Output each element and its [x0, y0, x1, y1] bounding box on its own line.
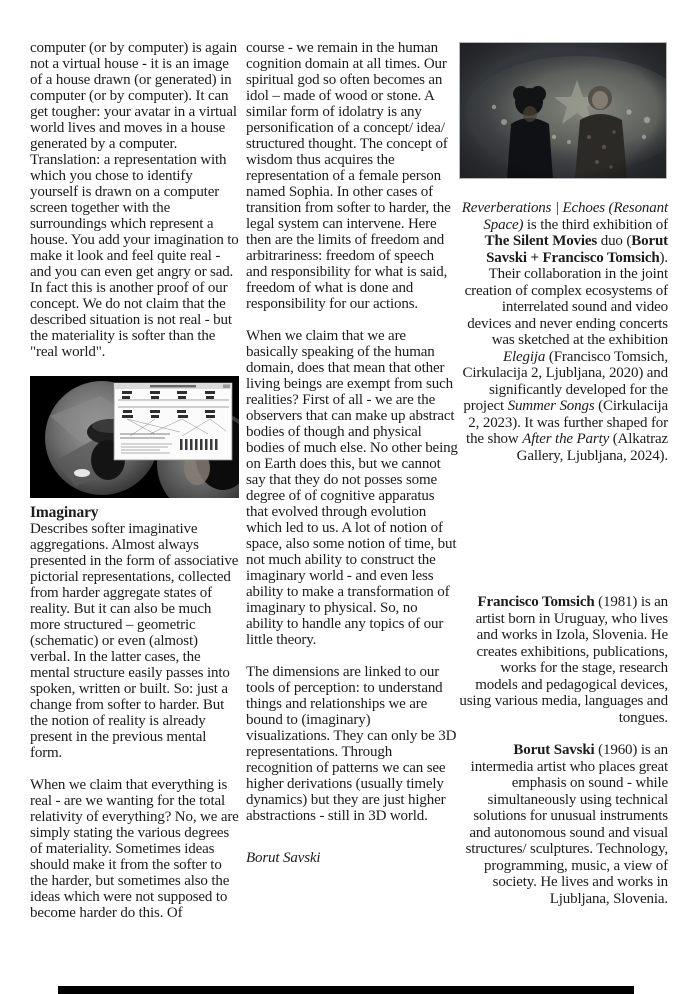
author-signature: Borut Savski — [246, 850, 321, 866]
middle-column — [246, 40, 458, 882]
paragraph: computer (or by computer) is again not a virtual house - it is an image of a house drawn (or generated) in computer (or by computer). It can get tougher: your avatar in a virtual world lives and moves in a house generated by a computer. Translation: a representation with which you chose to identify yourself is drawn on a computer screen together with the surroundings which represent a house. You add your imagination to make it look and feel quite real - and you can even get angry or sad. In fact this is another proof of our concept. We do not claim that the described situation is not real - but the materiality is softer than the "real world". — [30, 40, 239, 360]
paragraph: Describes softer imaginative aggregations. Almost always presented in the form of associative pictorial representations, collected from harder aggregate states of reality. But it can also be much more structured – geometric (schematic) or even (almost) verbal. In the latter cases, the mental structure easily passes into spoken, written or built. So: just a change from softer to harder. But the notion of reality is already present in the previous mental form. — [30, 521, 239, 761]
text-segment: Elegija — [502, 348, 546, 365]
patch-window — [114, 383, 232, 460]
paragraph: When we claim that we are basically speaking of the human domain, does that mean that other living beings are exempt from such realities? First of all - we are the observers that can make up abstract bodies of though and physical bodies of much else. No other being on Earth does this, but we cannot say that they do not posses some degree of of cognitive apparatus that evolved through evolution which led to us. A lot of notion of space, also some notion of time, but not much ability to construct the imaginary world - and even less ability to make a transformation of imaginary to physical. So, no ability to handle any topics of our little theory. — [246, 328, 458, 648]
footer-bar — [58, 986, 634, 994]
text-segment: After the Party — [522, 431, 610, 447]
duo-photo-graphic — [459, 42, 667, 179]
paper-spot — [74, 469, 90, 477]
text-segment: ). Their collaboration in the joint creation of complex ecosystems of interrelated sound and video devices and never ending concerts was sketched at the exhibition — [464, 249, 668, 348]
window-buttons — [223, 385, 230, 389]
text-segment: (Cirkulacija 2, 2023). It was further shaped for the show — [466, 398, 668, 447]
text-segment: Summer Songs — [507, 398, 595, 414]
text-segment: Borut Savski + Francisco Tomsich — [486, 233, 668, 266]
text-segment: Reverberations | Echoes (Resonant Space) — [461, 200, 668, 233]
text-segment: is the third exhibition of — [523, 216, 668, 233]
text-segment: (Alkatraz Gallery, Ljubljana, 2024). — [516, 431, 668, 464]
text-segment: (1981) is an artist born in Uruguay, who lives and works in Izola, Slovenia. He creates exhibitions, publications, works for the stage, research models and pedagogical devices, using various media, languages and tongues. — [459, 594, 668, 726]
collage-image — [30, 376, 239, 498]
text-segment: duo ( — [597, 233, 632, 249]
vignette — [459, 42, 667, 179]
exhibition-caption — [459, 200, 668, 464]
duo-photo — [459, 42, 667, 179]
right-column — [459, 42, 668, 923]
bio-francisco-tomsich — [459, 594, 668, 726]
left-column — [30, 40, 239, 937]
text-segment: The Silent Movies — [484, 233, 598, 249]
paragraph: When we claim that everything is real - are we wanting for the total relativity of everything? No, we are simply stating the various degrees of materiality. Sometimes ideas should make it from the softer to the harder, but sometimes also the ideas which were not supposed to become harder do this. Of — [30, 777, 239, 921]
text-segment: Borut Savski — [513, 742, 595, 758]
text-segment: Francisco Tomsich — [477, 594, 595, 610]
paragraph: The dimensions are linked to our tools of perception: to understand things and relationships we are bound to (imaginary) visualizations. They can only be 3D representations. Through recognition of patterns we can see higher derivations (usually timely dynamics) but they are just higher abstractions - still in 3D world. — [246, 664, 457, 824]
bio-borut-savski — [459, 742, 668, 907]
text-segment: (Francisco Tomsich, Cirkulacija 2, Ljubljana, 2020) and significantly developed for the project — [462, 348, 668, 414]
paragraph: course - we remain in the human cognition domain at all times. Our spiritual god so often becomes an idol – made of wood or stone. A similar form of idolatry is any personification of a concept/ idea/ structured thought. The concept of wisdom thus acquires the representation of a female person named Sophia. In other cases of transition from softer to harder, the legal system can intervene. Here then are the limits of freedom and arbitrariness: freedom of speech and responsibility for what is said, freedom of what is done and responsibility for our actions. — [246, 40, 451, 312]
text-segment: (1960) is an intermedia artist who places great emphasis on sound - while simultaneously using technical solutions for unusual instruments and autonomous sound and visual structures/ sculptures. Technology, programming, music, a view of society. He lives and works in Ljubljana, Slovenia. — [465, 742, 668, 907]
collage-graphic — [30, 376, 239, 498]
section-heading: Imaginary — [30, 504, 99, 521]
